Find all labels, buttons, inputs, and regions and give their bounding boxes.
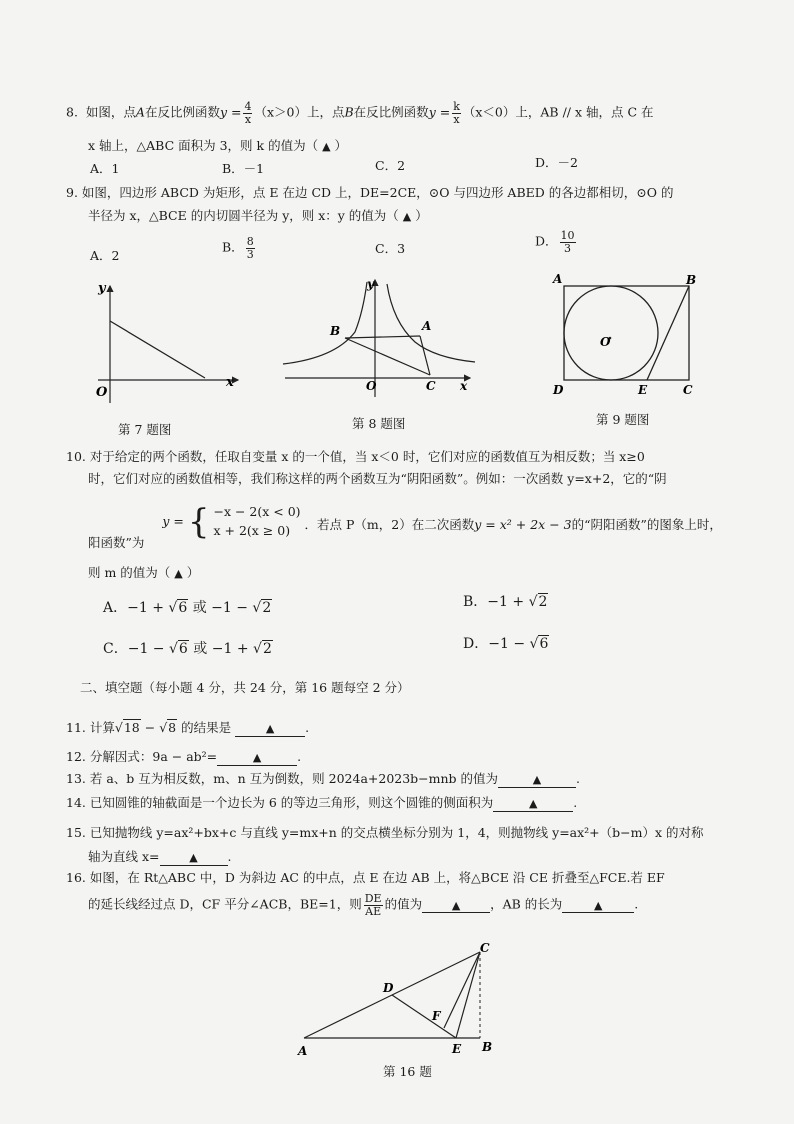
option-text: −1 − <box>127 641 169 657</box>
q8-text: 在反比例函数 <box>144 104 220 120</box>
q16-answer-blank-2[interactable] <box>562 897 634 914</box>
q15-line2 <box>88 849 231 866</box>
fig8-label-c: C <box>426 379 436 393</box>
q16-line2 <box>88 893 638 917</box>
q11-text: 计算 <box>89 720 115 735</box>
q9-option-a[interactable]: A．2 <box>90 248 120 263</box>
q10-case2: x + 2(x ≥ 0) <box>213 522 291 538</box>
q10-option-d[interactable]: D．−1 − √6 <box>463 636 549 652</box>
fig8-segment-ac <box>420 336 430 375</box>
q16-frac <box>364 893 383 917</box>
fig8-segment-ab <box>345 336 420 338</box>
answer-triangle: ▲ <box>402 210 412 223</box>
q8-text: ） <box>334 138 348 153</box>
q16-answer-blank-1[interactable] <box>422 897 490 914</box>
option-text: 或 −1 − <box>188 600 253 616</box>
fig8-label-y: y <box>367 277 374 291</box>
frac-num: DE <box>364 892 382 905</box>
frac-den: x <box>453 112 460 126</box>
answer-triangle: ▲ <box>594 898 603 912</box>
question-number: 11. <box>66 720 86 735</box>
option-label: B． <box>463 594 488 610</box>
radicand: 6 <box>539 636 549 652</box>
q10-line4 <box>88 565 199 581</box>
q10-text: ） <box>186 565 200 580</box>
option-label: D． <box>463 636 489 652</box>
fig8-graph <box>275 272 480 402</box>
question-number: 9. <box>66 185 78 200</box>
fig8-left-curve <box>283 282 367 364</box>
q13-line <box>66 771 580 788</box>
q10-option-a[interactable]: A．−1 + √6 或 −1 − √2 <box>103 600 272 616</box>
q14-text: 已知圆锥的轴截面是一个边长为 6 的等边三角形，则这个圆锥的侧面积为 <box>89 795 494 810</box>
radicand: 2 <box>262 641 272 657</box>
q15-line1 <box>66 825 704 841</box>
q8-func1: y = <box>219 104 242 120</box>
q8-func2: y = <box>428 104 451 120</box>
fig9-circle <box>564 286 658 380</box>
q10-y-eq: y = <box>162 513 184 529</box>
radicand: 6 <box>178 600 188 616</box>
q11-text: 的结果是 <box>177 720 232 735</box>
answer-triangle: ▲ <box>532 773 542 786</box>
q8-option-b[interactable]: B．－1 <box>222 161 265 176</box>
q12-text: 分解因式：9a − ab²= <box>89 749 218 764</box>
option-label: C． <box>103 641 128 657</box>
option-label: D． <box>535 233 558 249</box>
fig7-caption: 第 7 题图 <box>118 422 172 437</box>
q8-line1 <box>66 101 654 125</box>
answer-triangle: ▲ <box>174 567 183 580</box>
period: . <box>305 720 310 735</box>
option-label: B． <box>222 239 244 255</box>
q11-line: 11. 计算√18 − √8 的结果是 ▲ . <box>66 720 310 735</box>
fig7-label-o: O <box>96 385 108 400</box>
option-text: −1 + <box>487 594 529 610</box>
question-number: 13. <box>66 771 86 786</box>
radicand: 6 <box>178 641 188 657</box>
q9-option-b[interactable] <box>222 236 257 260</box>
q10-text: 阳函数”为 <box>88 535 145 551</box>
q9-text: 如图，四边形 ABCD 为矩形，点 E 在边 CD 上，DE=2CE，⊙O 与四边形 ABED 的各边都相切，⊙O 的 <box>81 185 674 200</box>
fig16-label-e: E <box>452 1042 462 1056</box>
option-text: 或 −1 + <box>188 641 254 657</box>
fig8-label-o: O <box>366 379 377 393</box>
q10-cases <box>213 503 300 541</box>
q10-text: 则 m 的值为（ <box>88 565 171 580</box>
q8-option-c[interactable]: C．2 <box>375 158 406 173</box>
q10-text: 对于给定的两个函数，任取自变量 x 的一个值，当 x＜0 时，它们对应的函数值互为相反数；当 x≥0 <box>89 449 645 464</box>
q9-option-d[interactable] <box>535 230 578 254</box>
q8-text: （x＞0）上，点 <box>254 104 345 120</box>
q10-text: 的“阴阳函数”的图象上时， <box>571 517 722 533</box>
radicand: 8 <box>168 720 177 735</box>
fig9-label-a: A <box>553 272 563 286</box>
radicand: 2 <box>538 594 548 610</box>
q9-text: ） <box>415 208 428 223</box>
period: . <box>227 849 232 864</box>
answer-triangle: ▲ <box>189 851 198 864</box>
q10-line1 <box>66 449 645 465</box>
q14-line <box>66 795 577 812</box>
q9-option-c[interactable]: C．3 <box>375 241 406 256</box>
q9-frac-b <box>246 236 255 260</box>
q14-answer-blank[interactable] <box>493 795 573 812</box>
q10-line3 <box>88 501 722 551</box>
q15-text: 轴为直线 x= <box>88 849 160 864</box>
fig9-label-c: C <box>683 383 693 397</box>
fig7-line <box>110 321 205 378</box>
q10-case1: −x − 2(x < 0) <box>213 504 301 519</box>
answer-triangle: ▲ <box>265 722 275 735</box>
q8-text: 在反比例函数 <box>353 104 429 120</box>
radicand: 2 <box>262 600 272 616</box>
q10-text: ．若点 P（m，2）在二次函数 <box>304 517 475 533</box>
brace: { <box>187 501 210 542</box>
q8-point-b: B <box>344 104 354 120</box>
q16-line1 <box>66 870 665 886</box>
fig8-caption: 第 8 题图 <box>352 416 406 431</box>
q11-minus: − <box>140 720 160 735</box>
question-number: 8. <box>66 104 78 120</box>
period: . <box>576 771 581 786</box>
fig16-label-a: A <box>298 1044 308 1058</box>
fig16-label-d: D <box>383 981 394 995</box>
q8-frac1 <box>243 101 252 125</box>
q16-text: ，AB 的长为 <box>490 896 563 912</box>
q12-line <box>66 749 301 766</box>
fig9-rectangle <box>564 286 689 380</box>
frac-num: 10 <box>560 229 575 242</box>
frac-num: 4 <box>244 100 252 113</box>
question-number: 14. <box>66 795 86 810</box>
fig9-label-e: E <box>638 383 648 397</box>
fig9-label-b: B <box>686 273 697 287</box>
section-heading: 二、填空题（每小题 4 分，共 24 分，第 16 题每空 2 分） <box>80 680 410 695</box>
q10-quad: y = x² + 2x − 3 <box>474 517 572 533</box>
period: . <box>297 749 302 764</box>
fig9-label-d: D <box>553 383 564 397</box>
fig16-label-b: B <box>482 1040 493 1054</box>
answer-triangle: ▲ <box>451 898 461 912</box>
q8-option-d[interactable]: D．－2 <box>535 155 578 170</box>
option-label: A． <box>103 600 128 616</box>
q15-text: 已知抛物线 y=ax²+bx+c 与直线 y=mx+n 的交点横坐标分别为 1，4，则抛物线 y=ax²+（b−m）x 的对称 <box>89 825 704 840</box>
question-number: 10. <box>66 449 86 464</box>
fig9-segment-be <box>647 286 689 380</box>
frac-den: AE <box>365 904 382 918</box>
fig16-graph <box>292 938 512 1060</box>
fig16-label-c: C <box>480 941 490 955</box>
answer-triangle: ▲ <box>529 797 538 810</box>
q9-frac-d <box>560 230 576 254</box>
fig7-label-x: x <box>226 375 234 390</box>
answer-triangle: ▲ <box>252 751 262 764</box>
q8-text: 如图，点 <box>85 104 136 120</box>
q8-text: （x＜0）上，AB // x 轴，点 C 在 <box>462 104 654 120</box>
fig9-graph <box>548 268 708 400</box>
q8-point-a: A <box>135 104 145 120</box>
q8-option-a[interactable]: A．1 <box>90 161 120 176</box>
fig8-label-b: B <box>330 324 341 338</box>
frac-den: x <box>244 112 252 126</box>
q15-answer-blank[interactable] <box>160 849 228 866</box>
q10-option-c[interactable]: C．−1 − √6 或 −1 + √2 <box>103 641 272 657</box>
q12-answer-blank[interactable] <box>217 749 297 766</box>
frac-den: 3 <box>564 241 572 255</box>
fig16-caption: 第 16 题 <box>383 1064 432 1079</box>
q11-answer-blank[interactable] <box>235 720 305 737</box>
q8-line2 <box>88 138 347 154</box>
option-text: −1 + <box>127 600 169 616</box>
q16-text: 的延长线经过点 D，CF 平分∠ACB，BE=1，则 <box>88 896 362 912</box>
fig9-label-o: O <box>600 335 611 349</box>
q9-line2 <box>88 208 428 224</box>
q9-text: 半径为 x，△BCE 的内切圆半径为 y，则 x：y 的值为（ <box>88 208 399 223</box>
period: . <box>573 795 578 810</box>
period: . <box>634 896 639 912</box>
q16-text: 的值为 <box>384 896 423 912</box>
q9-line1 <box>66 185 673 201</box>
question-number: 16. <box>66 870 86 885</box>
q10-option-b[interactable]: B．−1 + √2 <box>463 594 548 610</box>
answer-triangle: ▲ <box>322 140 331 153</box>
q8-text: x 轴上，△ABC 面积为 3，则 k 的值为（ <box>88 138 319 153</box>
q16-text: 如图，在 Rt△ABC 中，D 为斜边 AC 的中点，点 E 在边 AB 上，将△BCE 沿 CE 折叠至△FCE.若 EF <box>89 870 665 885</box>
frac-num: k <box>453 100 460 113</box>
q13-text: 若 a、b 互为相反数，m、n 互为倒数，则 2024a+2023b−mnb 的值为 <box>89 771 499 786</box>
fig7-label-y: y <box>98 281 106 296</box>
fig16-label-f: F <box>432 1009 441 1023</box>
fig7-graph <box>88 278 248 408</box>
frac-num: 8 <box>246 235 254 248</box>
fig8-label-a: A <box>422 319 432 333</box>
question-number: 12. <box>66 749 86 764</box>
radicand: 18 <box>123 720 140 735</box>
q10-text: 时，它们对应的函数值相等，我们称这样的两个函数互为“阴阳函数”。例如：一次函数 y=x+2，它的“阴 <box>88 471 667 486</box>
fig16-segment-de <box>392 995 456 1038</box>
question-number: 15. <box>66 825 86 840</box>
frac-den: 3 <box>246 247 254 261</box>
q13-answer-blank[interactable] <box>498 771 576 788</box>
fig8-label-x: x <box>460 379 468 393</box>
fig9-caption: 第 9 题图 <box>596 412 650 427</box>
q8-frac2 <box>452 101 461 125</box>
option-text: −1 − <box>488 636 530 652</box>
